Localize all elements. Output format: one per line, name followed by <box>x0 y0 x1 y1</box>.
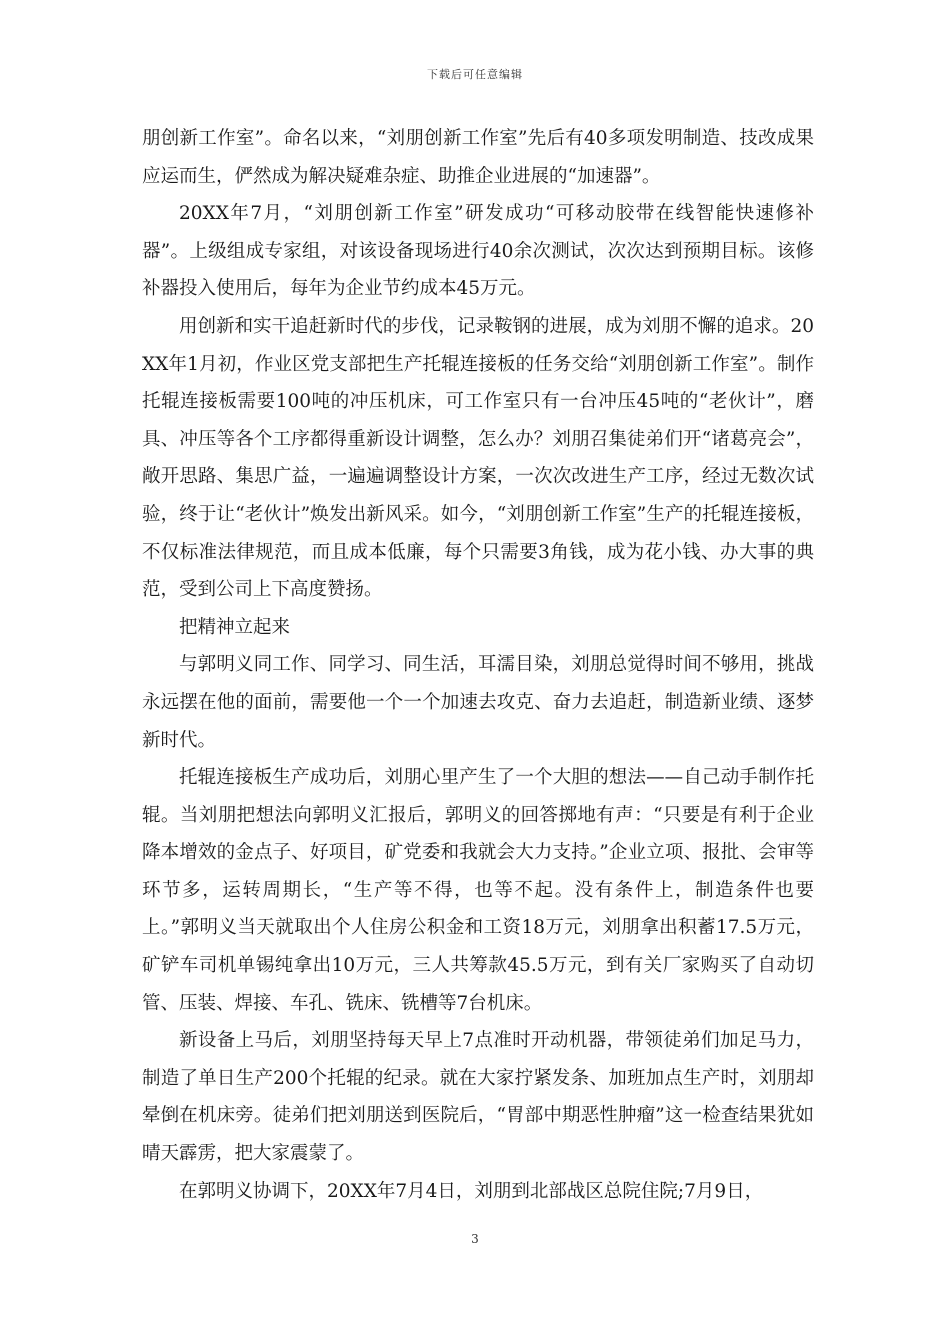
paragraph: 托辊连接板生产成功后，刘朋心里产生了一个大胆的想法——自己动手制作托辊。当刘朋把想法向郭明义汇报后，郭明义的回答掷地有声：“只要是有利于企业降本增效的金点子、好项目，矿党委和我就会大力支持。”企业立项、报批、会审等环节多，运转周期长，“生产等不得，也等不起。没有条件上，制造条件也要上。”郭明义当天就取出个人住房公积金和工资18万元，刘朋拿出积蓄17.5万元，矿铲车司机单锡纯拿出10万元，三人共筹款45.5万元，到有关厂家购买了自动切管、压装、焊接、车孔、铣床、铣槽等7台机床。 <box>142 767 814 1014</box>
paragraph: 朋创新工作室”。命名以来，“刘朋创新工作室”先后有40多项发明制造、技改成果应运而生，俨然成为解决疑难杂症、助推企业进展的“加速器”。 <box>142 128 814 187</box>
paragraph: 20XX年7月，“刘朋创新工作室”研发成功“可移动胶带在线智能快速修补器”。上级组成专家组，对该设备现场进行40余次测试，次次达到预期目标。该修补器投入使用后，每年为企业节约成本45万元。 <box>142 203 814 300</box>
body-text <box>142 120 814 1210</box>
paragraph: 用创新和实干追赶新时代的步伐，记录鞍钢的进展，成为刘朋不懈的追求。20XX年1月初，作业区党支部把生产托辊连接板的任务交给“刘朋创新工作室”。制作托辊连接板需要100吨的冲压机床，可工作室只有一台冲压45吨的“老伙计”，磨具、冲压等各个工序都得重新设计调整，怎么办？刘朋召集徒弟们开“诸葛亮会”，敞开思路、集思广益，一遍遍调整设计方案，一次次改进生产工序，经过无数次试验，终于让“老伙计”焕发出新风采。如今，“刘朋创新工作室”生产的托辊连接板，不仅标准法律规范，而且成本低廉，每个只需要3角钱，成为花小钱、办大事的典范，受到公司上下高度赞扬。 <box>142 315 814 601</box>
page-header: 下载后可任意编辑 <box>427 68 523 81</box>
page-number: 3 <box>471 1232 479 1246</box>
paragraph: 与郭明义同工作、同学习、同生活，耳濡目染，刘朋总觉得时间不够用，挑战永远摆在他的面前，需要他一个一个加速去攻克、奋力去追赶，制造新业绩、逐梦新时代。 <box>142 654 814 751</box>
paragraph: 新设备上马后，刘朋坚持每天早上7点准时开动机器，带领徒弟们加足马力，制造了单日生产200个托辊的纪录。就在大家拧紧发条、加班加点生产时，刘朋却晕倒在机床旁。徒弟们把刘朋送到医院后，“胃部中期恶性肿瘤”这一检查结果犹如晴天霹雳，把大家震蒙了。 <box>142 1030 814 1165</box>
section-heading: 把精神立起来 <box>179 616 291 638</box>
paragraph: 在郭明义协调下，20XX年7月4日，刘朋到北部战区总院住院;7月9日， <box>179 1180 764 1202</box>
